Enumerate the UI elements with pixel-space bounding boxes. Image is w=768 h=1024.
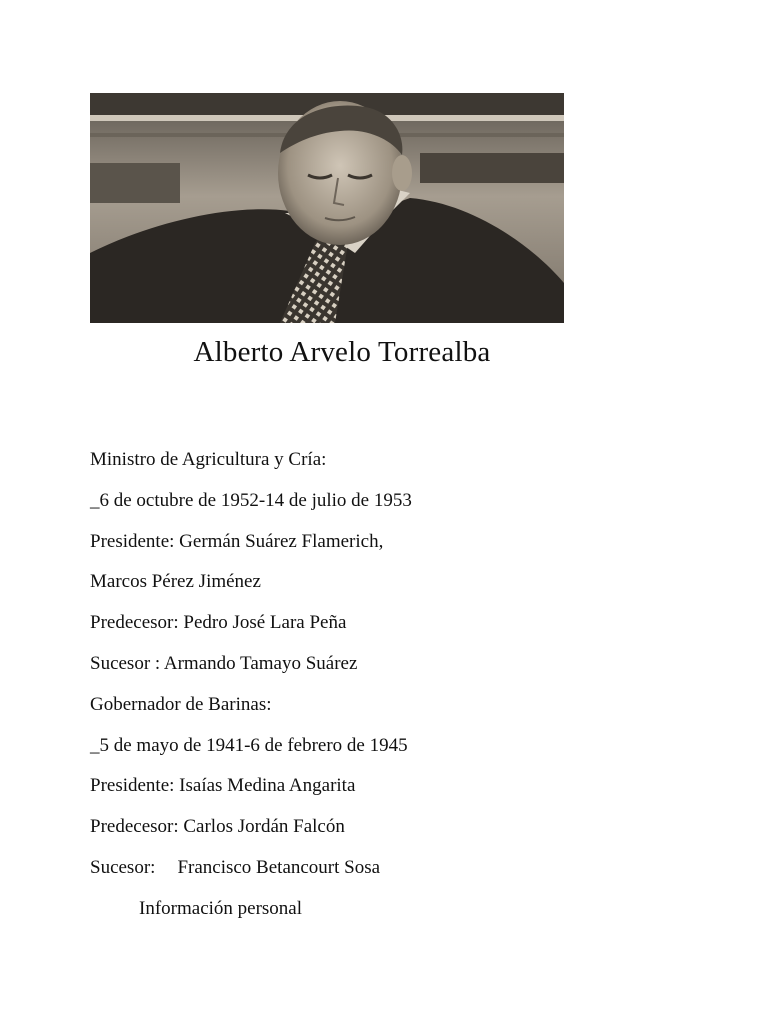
sucesor-2-name: Francisco Betancourt Sosa xyxy=(177,857,381,878)
info-personal-heading: Información personal xyxy=(139,898,303,919)
gobernador-dates: _5 de mayo de 1941-6 de febrero de 1945 xyxy=(90,735,408,756)
presidente-2: Presidente: Isaías Medina Angarita xyxy=(90,775,356,796)
predecesor-1: Predecesor: Pedro José Lara Peña xyxy=(90,612,347,633)
sucesor-1: Sucesor : Armando Tamayo Suárez xyxy=(90,653,358,674)
gobernador-label: Gobernador de Barinas: xyxy=(90,694,272,715)
sucesor-2-label: Sucesor: xyxy=(90,857,156,878)
ministro-label: Ministro de Agricultura y Cría: xyxy=(90,449,327,470)
predecesor-2: Predecesor: Carlos Jordán Falcón xyxy=(90,816,345,837)
sucesor-2 xyxy=(90,857,380,879)
portrait-photo xyxy=(90,93,564,323)
presidente-1: Presidente: Germán Suárez Flamerich, xyxy=(90,531,384,552)
page-title: Alberto Arvelo Torrealba xyxy=(193,336,491,368)
portrait-image xyxy=(90,93,564,323)
presidente-1-cont: Marcos Pérez Jiménez xyxy=(90,571,261,592)
ministro-dates: _6 de octubre de 1952-14 de julio de 1953 xyxy=(90,490,412,511)
